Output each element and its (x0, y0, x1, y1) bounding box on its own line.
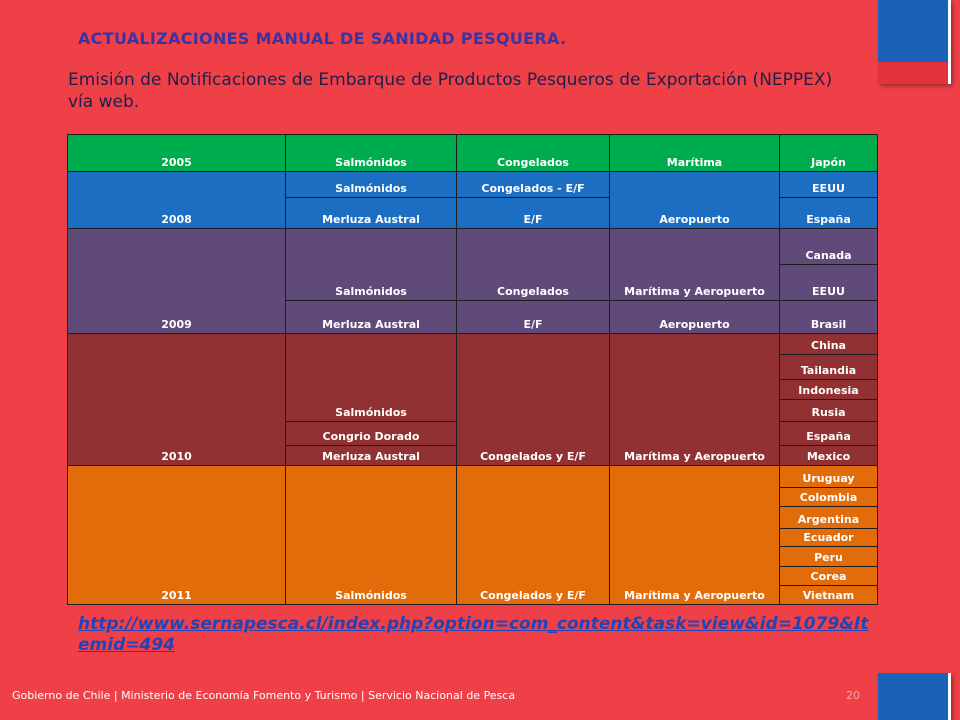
destination-cell: China (780, 334, 878, 355)
product-cell: Congelados (457, 229, 610, 301)
slide-subtitle: Emisión de Notificaciones de Embarque de Productos Pesqueros de Exportación (NEPPEX) vía web. (68, 70, 833, 112)
chile-flag-decoration-bottom (878, 673, 951, 720)
transport-cell: Aeropuerto (610, 172, 780, 229)
species-cell: Salmónidos (286, 135, 457, 172)
year-cell: 2009 (68, 229, 286, 334)
destination-cell: España (780, 422, 878, 446)
species-cell: Merluza Austral (286, 301, 457, 334)
table-row (68, 135, 878, 172)
table-row (68, 334, 878, 355)
transport-cell: Aeropuerto (610, 301, 780, 334)
product-cell: E/F (457, 301, 610, 334)
transport-cell: Marítima y Aeropuerto (610, 229, 780, 301)
year-cell: 2010 (68, 334, 286, 466)
destination-cell: EEUU (780, 172, 878, 198)
product-cell: Congelados - E/F (457, 172, 610, 198)
product-cell: Congelados y E/F (457, 334, 610, 466)
species-cell: Salmónidos (286, 466, 457, 605)
sernapesca-link[interactable]: http://www.sernapesca.cl/index.php?option=com_content&task=view&id=1079&Itemid=494 (78, 614, 869, 655)
species-cell: Merluza Austral (286, 198, 457, 229)
destination-cell: Colombia (780, 488, 878, 507)
table-row (68, 229, 878, 265)
destination-cell: Tailandia (780, 355, 878, 380)
table-row (68, 172, 878, 198)
destination-cell: Corea (780, 567, 878, 586)
species-cell: Salmónidos (286, 172, 457, 198)
transport-cell: Marítima y Aeropuerto (610, 466, 780, 605)
chile-flag-decoration-top (878, 0, 951, 84)
year-cell: 2011 (68, 466, 286, 605)
destination-cell: Vietnam (780, 586, 878, 605)
year-cell: 2005 (68, 135, 286, 172)
destination-cell: Uruguay (780, 466, 878, 488)
species-cell: Congrio Dorado (286, 422, 457, 446)
export-notifications-table (67, 134, 878, 605)
destination-cell: Indonesia (780, 380, 878, 400)
species-cell: Salmónidos (286, 334, 457, 422)
product-cell: Congelados y E/F (457, 466, 610, 605)
species-cell: Merluza Austral (286, 446, 457, 466)
transport-cell: Marítima y Aeropuerto (610, 334, 780, 466)
table-row (68, 466, 878, 488)
slide-title: ACTUALIZACIONES MANUAL DE SANIDAD PESQUERA. (78, 29, 567, 48)
destination-cell: Japón (780, 135, 878, 172)
year-cell: 2008 (68, 172, 286, 229)
destination-cell: Peru (780, 547, 878, 567)
destination-cell: Ecuador (780, 529, 878, 547)
species-cell: Salmónidos (286, 229, 457, 301)
product-cell: E/F (457, 198, 610, 229)
destination-cell: EEUU (780, 265, 878, 301)
destination-cell: Argentina (780, 507, 878, 529)
footer-text: Gobierno de Chile | Ministerio de Economía Fomento y Turismo | Servicio Nacional de Pesca (12, 689, 516, 702)
page-number: 20 (846, 689, 860, 702)
product-cell: Congelados (457, 135, 610, 172)
destination-cell: Canada (780, 229, 878, 265)
destination-cell: Brasil (780, 301, 878, 334)
destination-cell: Rusia (780, 400, 878, 422)
transport-cell: Marítima (610, 135, 780, 172)
destination-cell: España (780, 198, 878, 229)
destination-cell: Mexico (780, 446, 878, 466)
